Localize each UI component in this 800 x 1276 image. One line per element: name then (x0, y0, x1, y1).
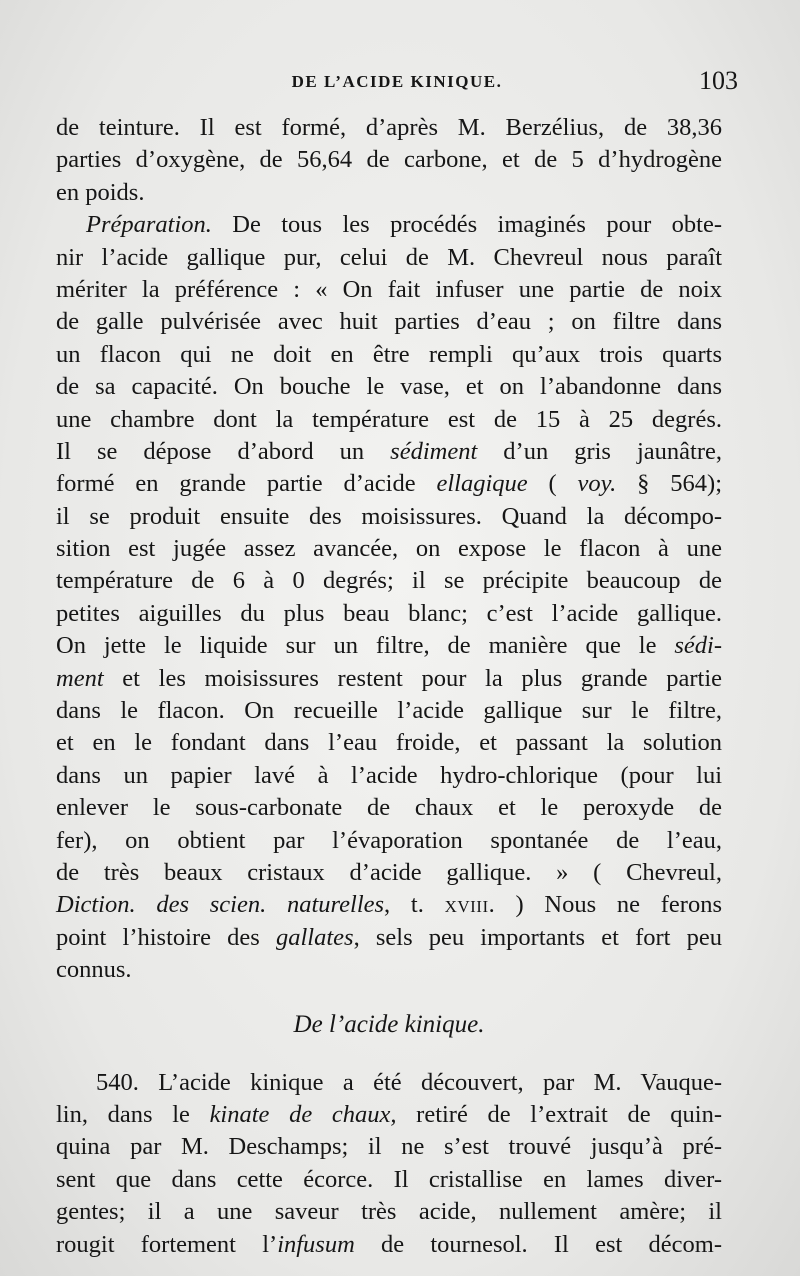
text-italic: gallates (275, 923, 354, 951)
text-line (56, 889, 722, 921)
text-run: point l’histoire des (56, 923, 276, 951)
text-italic: sédi- (674, 632, 722, 660)
text-line: enlever le sous-carbonate de chaux et le peroxyde de (56, 794, 722, 822)
text-line: dans un papier lavé à l’acide hydro-chlorique (pour lui (56, 761, 722, 789)
text-line: il se produit ensuite des moisissures. Quand la décompo- (56, 502, 722, 530)
text-line: gentes; il a une saveur très acide, nullement amère; il (56, 1198, 722, 1226)
text-run: De tous les procédés imaginés pour obte- (211, 211, 722, 239)
text-run: On jette le liquide sur un filtre, de manière que le (56, 632, 675, 660)
text-line (56, 922, 722, 954)
text-run: . ) Nous ne ferons (488, 891, 722, 919)
text-line (56, 630, 722, 662)
text-run: Il se dépose d’abord un (56, 437, 391, 465)
text-line: fer), on obtient par l’évaporation spontanée de l’eau, (56, 826, 722, 854)
text-run: lin, dans le (56, 1100, 210, 1128)
text-italic: kinate de chaux, (209, 1100, 397, 1128)
text-line (56, 209, 722, 241)
text-line: dans le flacon. On recueille l’acide gallique sur le filtre, (56, 697, 722, 725)
text-line: 540. L’acide kinique a été découvert, par M. Vauque- (96, 1068, 722, 1096)
text-italic: voy. (577, 470, 617, 498)
text-line (56, 663, 722, 695)
text-line (56, 436, 722, 468)
paragraph-preparation (56, 209, 722, 986)
text-run: retiré de l’extrait de quin- (396, 1100, 722, 1128)
text-italic: Diction. des scien. naturelles (56, 891, 385, 919)
text-line: sent que dans cette écorce. Il cristallise en lames diver- (56, 1165, 722, 1193)
text-line (56, 1229, 722, 1261)
text-run: d’un gris jaunâtre, (477, 437, 722, 465)
page-number: 103 (699, 66, 738, 95)
text-line: et en le fondant dans l’eau froide, et passant la solution (56, 729, 722, 757)
text-line: de très beaux cristaux d’acide gallique. » ( Chevreul, (56, 858, 722, 886)
text-run: , sels peu importants et fort peu (353, 923, 722, 951)
paragraph-lead: Préparation. (86, 211, 212, 239)
text-italic: ellagique (436, 470, 528, 498)
text-run: , t. (384, 891, 445, 919)
paragraph-540 (56, 1067, 722, 1261)
text-line: parties d’oxygène, de 56,64 de carbone, et de 5 d’hydrogène (56, 146, 722, 174)
text-run: ( (527, 470, 578, 498)
paragraph-1 (56, 112, 722, 209)
running-head: DE L’ACIDE KINIQUE. (291, 72, 503, 91)
text-run: de tournesol. Il est décom- (354, 1230, 722, 1258)
text-line: en poids. (56, 178, 145, 206)
text-line: un flacon qui ne doit en être rempli qu’aux trois quarts (56, 340, 722, 368)
text-run: rougit fortement l’ (56, 1230, 278, 1258)
section-title: De l’acide kinique. (293, 1010, 485, 1038)
text-run: formé en grande partie d’acide (56, 470, 437, 498)
text-italic: infusum (277, 1230, 355, 1258)
text-line: mériter la préférence : « On fait infuser une partie de noix (56, 275, 722, 303)
text-italic: ment (56, 664, 104, 692)
text-line: nir l’acide gallique pur, celui de M. Chevreul nous paraît (56, 243, 722, 271)
text-line: de teinture. Il est formé, d’après M. Berzélius, de 38,36 (56, 114, 722, 141)
text-line (56, 1099, 722, 1131)
text-italic: sédiment (390, 437, 478, 465)
text-line: de sa capacité. On bouche le vase, et on l’abandonne dans (56, 373, 722, 401)
text-line: de galle pulvérisée avec huit parties d’eau ; on filtre dans (56, 308, 722, 336)
text-line: une chambre dont la température est de 15 à 25 degrés. (56, 405, 722, 433)
page-header (56, 66, 738, 102)
text-line: petites aiguilles du plus beau blanc; c’est l’acide gallique. (56, 599, 722, 627)
text-line (56, 468, 722, 500)
text-line: température de 6 à 0 degrés; il se précipite beaucoup de (56, 567, 722, 595)
text-line: quina par M. Deschamps; il ne s’est trouvé jusqu’à pré- (56, 1133, 722, 1161)
text-smallcaps: xviii (444, 891, 489, 919)
text-run: § 564); (616, 470, 723, 498)
text-run: et les moisissures restent pour la plus grande partie (103, 664, 722, 692)
body-text (56, 112, 722, 1261)
text-line: sition est jugée assez avancée, on expose le flacon à une (56, 535, 722, 563)
text-line: connus. (56, 956, 132, 984)
